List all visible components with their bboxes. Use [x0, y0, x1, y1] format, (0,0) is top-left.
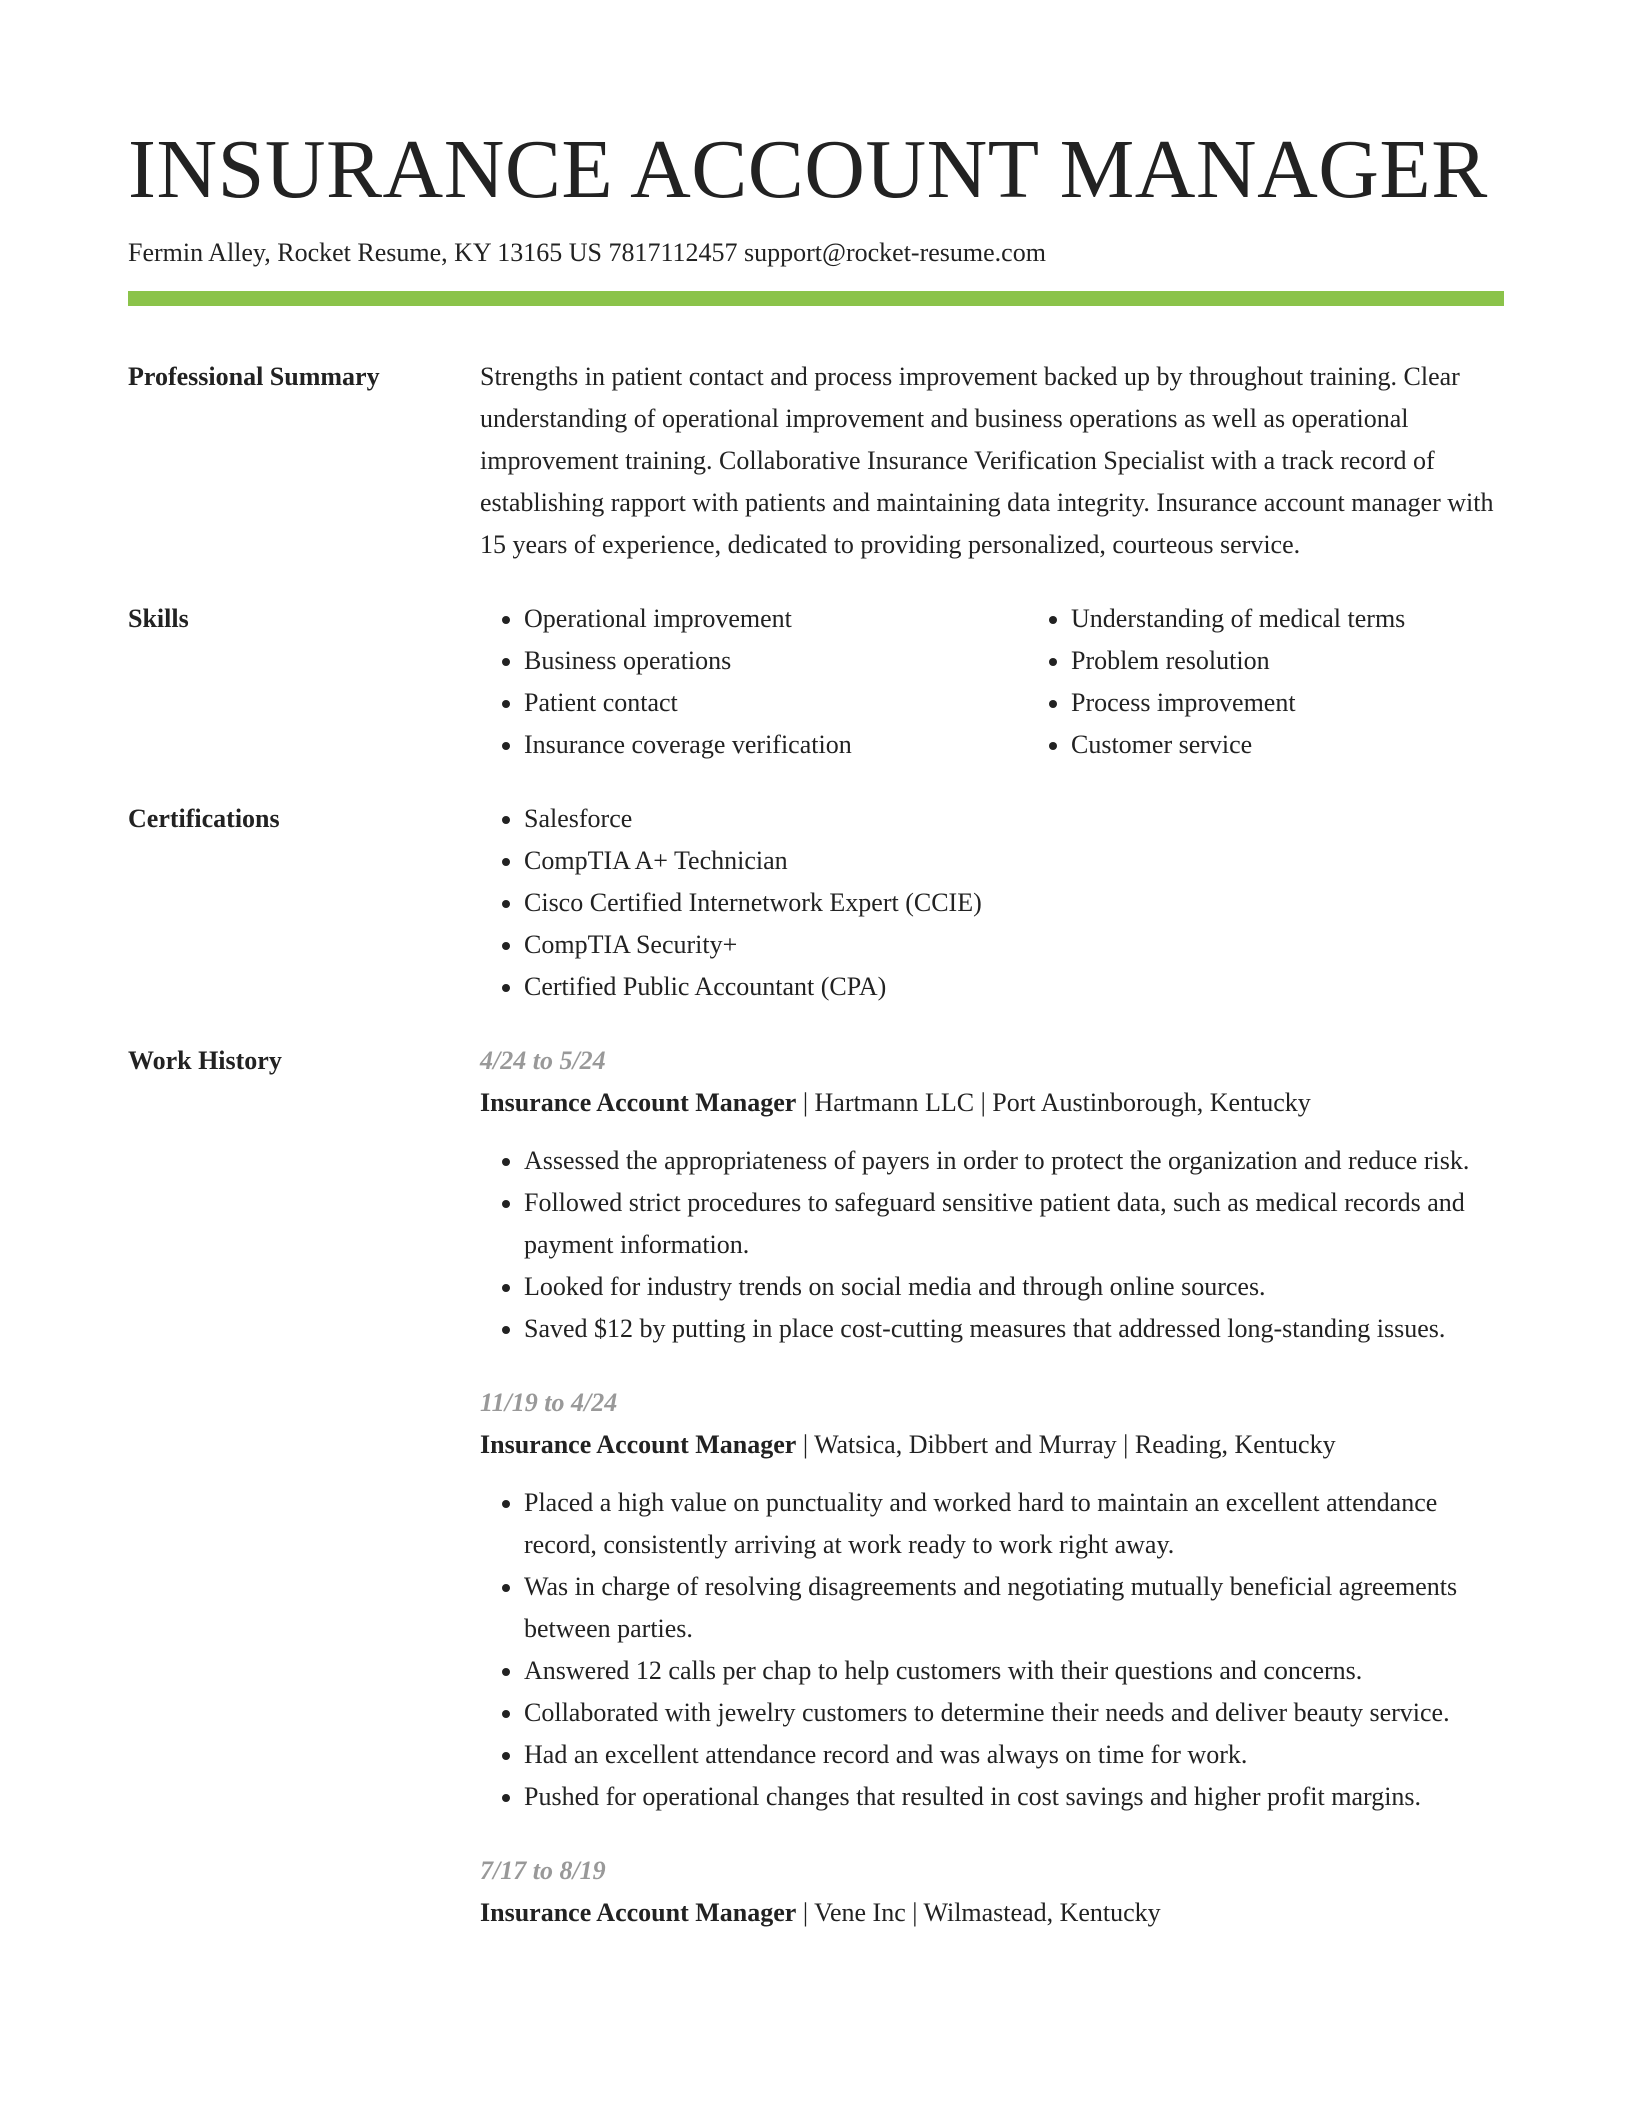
summary-text: Strengths in patient contact and process improvement backed up by throughout training. Clear understanding of operational improvement and business operations as well as operational improvement training. Collaborative Insurance Verification Specialist with a track record of establishing rapport with patients and maintaining data integrity. Insurance account manager with 15 years of experience, dedicated to providing personalized, courteous service.	[480, 362, 1494, 559]
skill-item: • Operational improvement	[524, 598, 1027, 640]
job-bullets	[480, 1482, 1504, 1818]
work-history-section	[128, 1040, 1504, 1934]
job-dates: 7/17 to 8/19	[480, 1856, 606, 1885]
job-dates: 4/24 to 5/24	[480, 1046, 606, 1075]
job-entry	[480, 1850, 1504, 1934]
job-bullet: • Answered 12 calls per chap to help customers with their questions and concerns.	[524, 1650, 1504, 1692]
job-bullets	[480, 1140, 1504, 1350]
certification-item: • Certified Public Accountant (CPA)	[524, 966, 1504, 1008]
contact-line: Fermin Alley, Rocket Resume, KY 13165 US 7817112457 support@rocket-resume.com	[128, 238, 1046, 267]
job-employer-location: | Hartmann LLC | Port Austinborough, Kentucky	[796, 1088, 1311, 1117]
job-bullet: • Placed a high value on punctuality and worked hard to maintain an excellent attendance record, consistently arriving at work ready to work right away.	[524, 1482, 1504, 1566]
job-dates: 11/19 to 4/24	[480, 1388, 618, 1417]
skill-item: • Problem resolution	[1071, 640, 1574, 682]
job-employer-location: | Watsica, Dibbert and Murray | Reading, Kentucky	[796, 1430, 1336, 1459]
skill-item: • Process improvement	[1071, 682, 1574, 724]
job-employer-location: | Vene Inc | Wilmastead, Kentucky	[796, 1898, 1161, 1927]
skill-item: • Patient contact	[524, 682, 1027, 724]
job-bullet: • Had an excellent attendance record and was always on time for work.	[524, 1734, 1504, 1776]
resume-page	[128, 0, 1504, 1934]
job-bullet: • Assessed the appropriateness of payers in order to protect the organization and reduce risk.	[524, 1140, 1504, 1182]
job-bullet: • Followed strict procedures to safeguard sensitive patient data, such as medical records and payment information.	[524, 1182, 1504, 1266]
skill-item: • Understanding of medical terms	[1071, 598, 1574, 640]
skills-column-left	[480, 598, 1027, 766]
certifications-list	[480, 798, 1504, 1008]
job-heading	[480, 1082, 1504, 1124]
certifications-section	[128, 798, 1504, 1008]
section-title-skills: Skills	[128, 604, 189, 633]
section-title-professional-summary: Professional Summary	[128, 362, 380, 391]
skills-grid	[480, 598, 1574, 766]
job-heading	[480, 1892, 1504, 1934]
certification-item: • Cisco Certified Internetwork Expert (CCIE)	[524, 882, 1504, 924]
skills-column-right	[1027, 598, 1574, 766]
resume-name: INSURANCE ACCOUNT MANAGER	[128, 123, 1488, 216]
job-entry	[480, 1040, 1504, 1350]
skill-item: • Insurance coverage verification	[524, 724, 1027, 766]
job-title: Insurance Account Manager	[480, 1430, 797, 1459]
job-title: Insurance Account Manager	[480, 1898, 797, 1927]
job-bullet: • Pushed for operational changes that resulted in cost savings and higher profit margins.	[524, 1776, 1504, 1818]
skill-item: • Business operations	[524, 640, 1027, 682]
job-bullet: • Collaborated with jewelry customers to determine their needs and deliver beauty service.	[524, 1692, 1504, 1734]
skill-item: • Customer service	[1071, 724, 1574, 766]
job-heading	[480, 1424, 1504, 1466]
job-bullet: • Was in charge of resolving disagreements and negotiating mutually beneficial agreements between parties.	[524, 1566, 1504, 1650]
skills-section	[128, 598, 1504, 766]
certification-item: • Salesforce	[524, 798, 1504, 840]
section-title-certifications: Certifications	[128, 804, 280, 833]
job-title: Insurance Account Manager	[480, 1088, 797, 1117]
certification-item: • CompTIA A+ Technician	[524, 840, 1504, 882]
job-entry	[480, 1382, 1504, 1818]
job-bullet: • Saved $12 by putting in place cost-cutting measures that addressed long-standing issues.	[524, 1308, 1504, 1350]
professional-summary-section	[128, 356, 1504, 566]
job-bullet: • Looked for industry trends on social media and through online sources.	[524, 1266, 1504, 1308]
accent-divider	[128, 291, 1504, 306]
section-title-work-history: Work History	[128, 1046, 282, 1075]
certification-item: • CompTIA Security+	[524, 924, 1504, 966]
